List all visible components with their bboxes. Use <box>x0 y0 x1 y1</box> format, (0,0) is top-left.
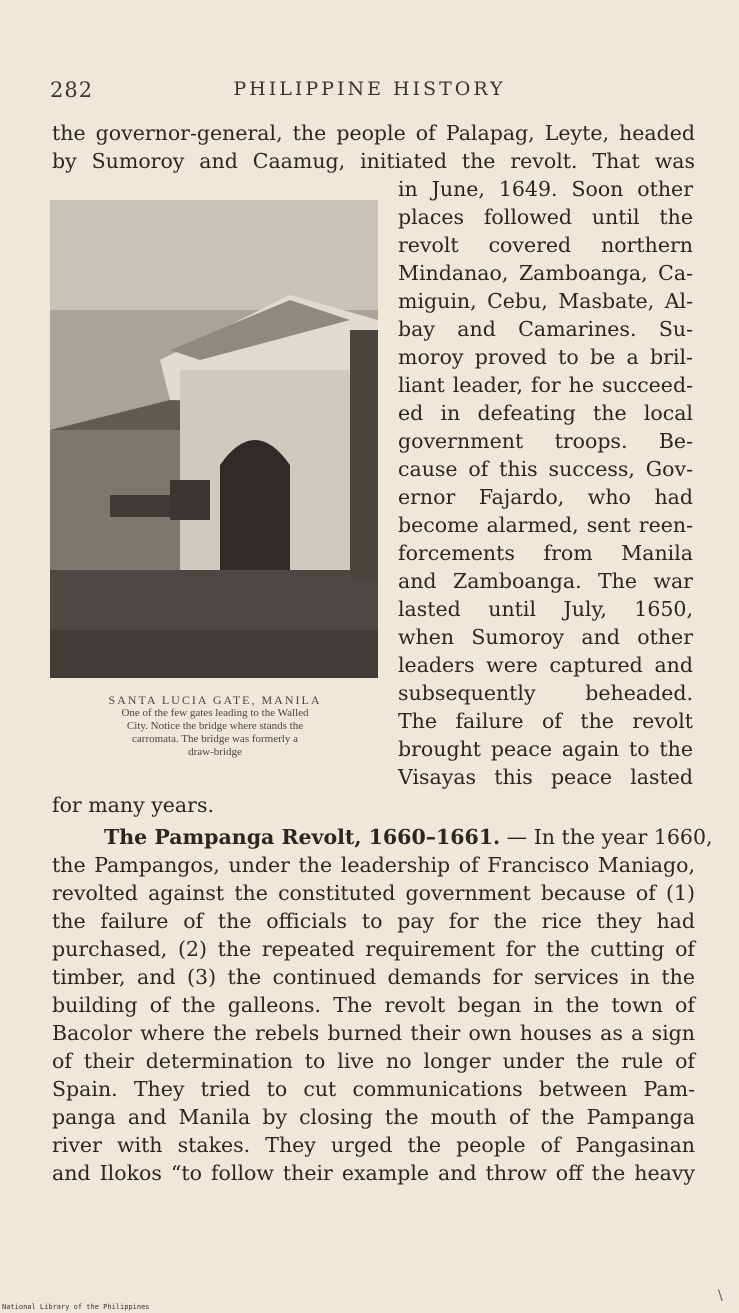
body-line: lasted until July, 1650, <box>398 597 693 621</box>
body-line: government troops. Be- <box>398 429 693 453</box>
page-header <box>50 78 689 106</box>
santa-lucia-gate-photo <box>50 200 378 678</box>
body-line: brought peace again to the <box>398 737 693 761</box>
body-line: of their determination to live no longer under the rule of <box>52 1049 695 1073</box>
body-line: the failure of the officials to pay for the rice they had <box>52 909 695 933</box>
gate-illustration <box>50 200 378 678</box>
body-line: and Ilokos “to follow their example and throw off the heavy <box>52 1161 695 1185</box>
body-line: places followed until the <box>398 205 693 229</box>
body-line: for many years. <box>52 793 214 817</box>
body-line: when Sumoroy and other <box>398 625 693 649</box>
body-line: and Zamboanga. The war <box>398 569 693 593</box>
body-line: purchased, (2) the repeated requirement for the cutting of <box>52 937 695 961</box>
body-line: cause of this success, Gov- <box>398 457 693 481</box>
body-line: Visayas this peace lasted <box>398 765 693 789</box>
body-line: the governor-general, the people of Palapag, Leyte, headed <box>52 121 695 145</box>
body-line: ernor Fajardo, who had <box>398 485 693 509</box>
caption-line: One of the few gates leading to the Walled <box>121 707 309 719</box>
body-line: building of the galleons. The revolt began in the town of <box>52 993 695 1017</box>
corner-mark: \ <box>718 1288 723 1304</box>
section-heading: The Pampanga Revolt, 1660–1661. <box>104 825 501 849</box>
caption-line: carromata. The bridge was formerly a <box>132 733 298 745</box>
body-line: revolt covered northern <box>398 233 693 257</box>
body-line: river with stakes. They urged the people of Pangasinan <box>52 1133 695 1157</box>
body-line: The failure of the revolt <box>398 709 693 733</box>
body-line: panga and Manila by closing the mouth of the Pampanga <box>52 1105 695 1129</box>
body-line: Bacolor where the rebels burned their own houses as a sign <box>52 1021 695 1045</box>
body-line: in June, 1649. Soon other <box>398 177 693 201</box>
figure-caption <box>50 693 380 759</box>
page-number: 282 <box>50 78 94 102</box>
section-first-line <box>104 823 713 851</box>
caption-line: draw-bridge <box>188 746 242 758</box>
body-line: by Sumoroy and Caamug, initiated the revolt. That was <box>52 149 695 173</box>
body-line: ed in defeating the local <box>398 401 693 425</box>
library-note: National Library of the Philippines <box>2 1303 150 1311</box>
body-line: moroy proved to be a bril- <box>398 345 693 369</box>
body-line: revolted against the constituted government because of (1) <box>52 881 695 905</box>
body-line: liant leader, for he succeed- <box>398 373 693 397</box>
body-line: bay and Camarines. Su- <box>398 317 693 341</box>
caption-title: SANTA LUCIA GATE, MANILA <box>108 693 322 707</box>
body-line: the Pampangos, under the leadership of Francisco Maniago, <box>52 853 695 877</box>
body-line: become alarmed, sent reen- <box>398 513 693 537</box>
body-line: subsequently beheaded. <box>398 681 693 705</box>
body-line: forcements from Manila <box>398 541 693 565</box>
running-head: PHILIPPINE HISTORY <box>233 78 506 100</box>
body-line: Spain. They tried to cut communications between Pam- <box>52 1077 695 1101</box>
body-line: leaders were captured and <box>398 653 693 677</box>
caption-line: City. Notice the bridge where stands the <box>126 720 304 732</box>
body-line: timber, and (3) the continued demands for services in the <box>52 965 695 989</box>
section-first-text: — In the year 1660, <box>500 825 713 849</box>
body-line: miguin, Cebu, Masbate, Al- <box>398 289 693 313</box>
body-line: Mindanao, Zamboanga, Ca- <box>398 261 693 285</box>
